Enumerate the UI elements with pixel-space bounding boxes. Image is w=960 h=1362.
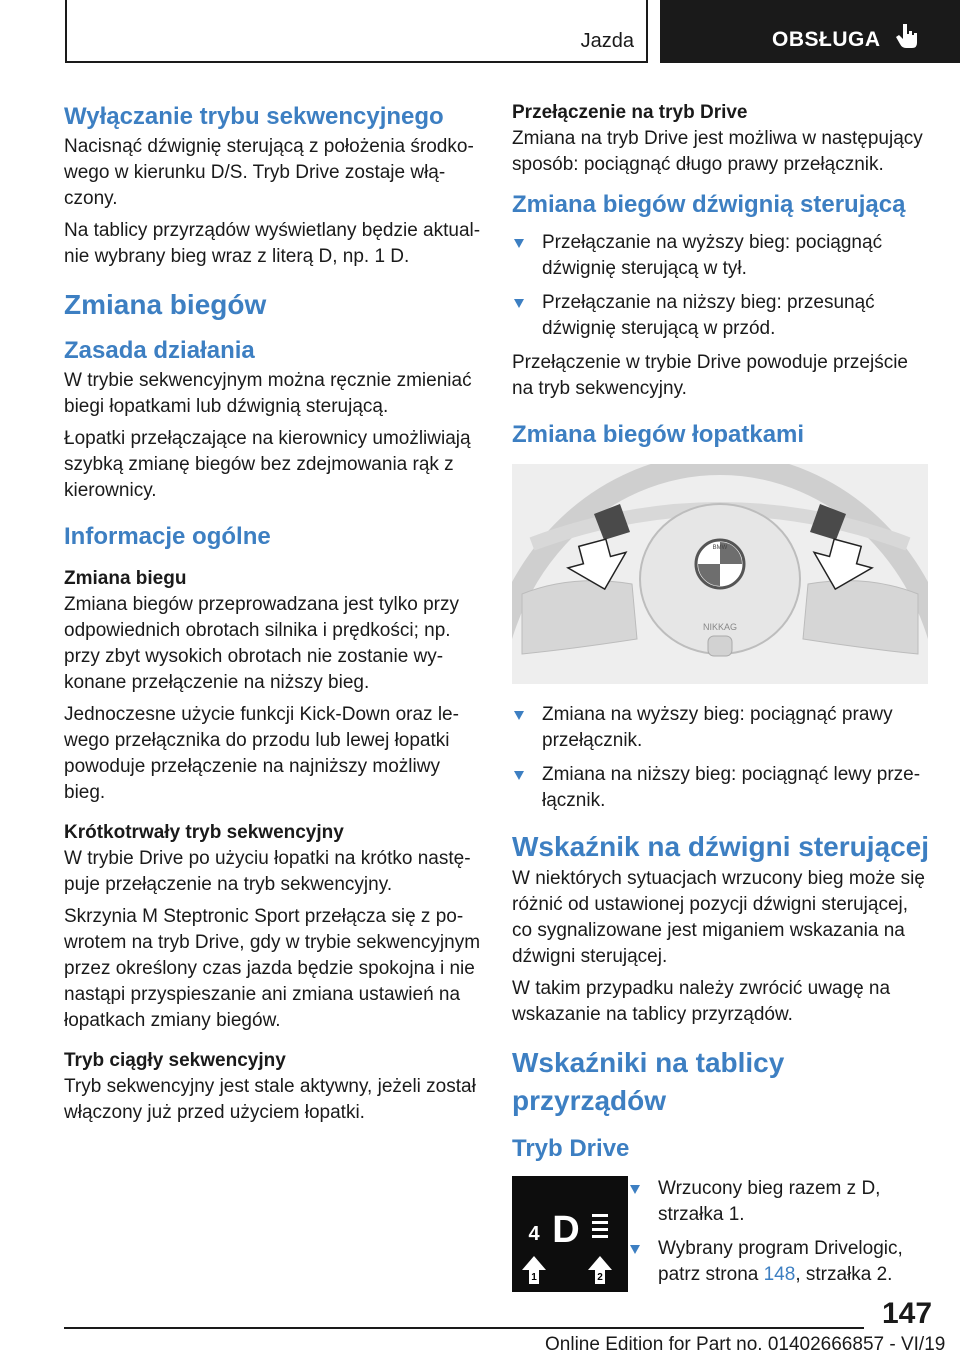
heading-sequential-off: Wyłączanie trybu sekwencyjnego: [64, 103, 444, 130]
footer-divider: [64, 1327, 864, 1329]
header-chapter-title: OBSŁUGA: [772, 28, 881, 51]
paragraph: Skrzynia M Steptronic Sport przełącza się z powrotem na tryb Drive, gdy w trybie sekwencyjnym przez określony czas jazda będzie spokojna i nie nastąpi przyspieszanie ani zmiana ustawień na łopatkach zmiany biegów.: [64, 906, 481, 1031]
drive-mode-row: [512, 1176, 932, 1302]
triangle-bullet-icon: [514, 239, 524, 248]
paragraph: Jednoczesne użycie funkcji Kick-Down oraz lewego przełącznika do przodu lub lewej łopatki powoduje przełączenie na najniższy możliwy bieg.: [64, 704, 459, 803]
list-item: Wrzucony bieg razem z D, strzałka 1.: [628, 1176, 932, 1228]
lever-list: [512, 230, 932, 342]
display-letter: D: [552, 1209, 580, 1251]
instrument-cluster-display: [512, 1176, 628, 1292]
list-item: Zmiana na wyższy bieg: pociągnąć prawy przełącznik.: [512, 702, 932, 754]
drive-mode-list: [628, 1176, 932, 1296]
heading-paddles: Zmiana biegów łopatkami: [512, 421, 805, 448]
header-chapter-tab: [660, 0, 960, 63]
heading-lever-indicator: Wskaźnik na dźwigni sterującej: [512, 831, 930, 862]
paragraph: W trybie Drive po użyciu łopatki na krótko następuje przełączenie na tryb sekwencyjny.: [64, 848, 471, 895]
page-reference-link[interactable]: 148: [763, 1264, 796, 1285]
heading-instrument-cluster: Wskaźniki na tablicy przyrządów: [512, 1047, 785, 1116]
subheading-short-sequential: Krótkotrwały tryb sekwencyjny: [64, 822, 344, 843]
hand-pointer-icon: [894, 22, 920, 50]
subheading-drive-switch: Przełączenie na tryb Drive: [512, 102, 748, 123]
heading-general-info: Informacje ogólne: [64, 523, 271, 550]
triangle-bullet-icon: [514, 299, 524, 308]
subheading-continuous-sequential: Tryb ciągły sekwencyjny: [64, 1050, 286, 1071]
triangle-bullet-icon: [630, 1185, 640, 1194]
list-item: Zmiana na niższy bieg: pociągnąć lewy przełącznik.: [512, 762, 932, 814]
triangle-bullet-icon: [514, 711, 524, 720]
left-column: [64, 100, 484, 1132]
display-gear: 4: [528, 1223, 540, 1245]
heading-principle: Zasada działania: [64, 337, 255, 364]
paragraph: W trybie sekwencyjnym można ręcznie zmieniać biegi łopatkami lub dźwignią sterującą.: [64, 370, 472, 417]
paragraph: Przełączenie w trybie Drive powoduje przejście na tryb sekwencyjny.: [512, 352, 909, 399]
steering-wheel-illustration: [512, 464, 928, 684]
paragraph: Zmiana na tryb Drive jest możliwa w następujący sposób: pociągnąć długo prawy przełącznik.: [512, 128, 923, 175]
paragraph: Tryb sekwencyjny jest stale aktywny, jeżeli został włączony już przed użyciem łopatki.: [64, 1076, 476, 1123]
subheading-gear: Zmiana biegu: [64, 568, 187, 589]
paragraph: Nacisnąć dźwignię sterującą z położenia środkowego w kierunku D/S. Tryb Drive zostaje włączony.: [64, 136, 474, 209]
heading-gear-change: Zmiana biegów: [64, 289, 267, 320]
triangle-bullet-icon: [514, 771, 524, 780]
paragraph: Łopatki przełączające na kierownicy umożliwiają szybką zmianę biegów bez zdejmowania rąk z kierownicy.: [64, 428, 471, 501]
list-item: Przełączanie na wyższy bieg: pociągnąć dźwignię sterującą w tył.: [512, 230, 932, 282]
list-item: Przełączanie na niższy bieg: przesunąć dźwignię sterującą w przód.: [512, 290, 932, 342]
paragraph: W takim przypadku należy zwrócić uwagę na wskazanie na tablicy przyrządów.: [512, 978, 891, 1025]
paragraph: Na tablicy przyrządów wyświetlany będzie aktualnie wybrany bieg wraz z literą D, np. 1 D.: [64, 220, 481, 267]
paragraph: W niektórych sytuacjach wrzucony bieg może się różnić od ustawionej pozycji dźwigni sterującej, co sygnalizowane jest miganiem wskazania na dźwigni sterującej.: [512, 868, 925, 967]
paddle-list: [512, 702, 932, 814]
arrow-1-label: 1: [531, 1272, 537, 1283]
paragraph: Zmiana biegów przeprowadzana jest tylko przy odpowiednich obrotach silnika i prędkości; np. przy zbyt wysokich obrotach nie zostanie wykonane przełączenie na niższy bieg.: [64, 594, 459, 693]
header-section-box: [65, 0, 648, 63]
arrow-2-label: 2: [597, 1272, 603, 1283]
list-item: Wybrany program Drivelogic, patrz strona 148, strzałka 2.: [628, 1236, 932, 1288]
footer-edition: Online Edition for Part no. 01402666857 - VI/19: [545, 1334, 946, 1355]
heading-drive-mode: Tryb Drive: [512, 1135, 630, 1162]
wheel-brand: BMW: [712, 545, 728, 551]
right-column: [512, 100, 932, 1302]
wheel-label: NIKKAG: [702, 622, 738, 632]
heading-lever-change: Zmiana biegów dźwignią sterującą: [512, 191, 906, 218]
page-number: 147: [882, 1297, 933, 1330]
triangle-bullet-icon: [630, 1245, 640, 1254]
header-section-title: Jazda: [580, 30, 634, 52]
